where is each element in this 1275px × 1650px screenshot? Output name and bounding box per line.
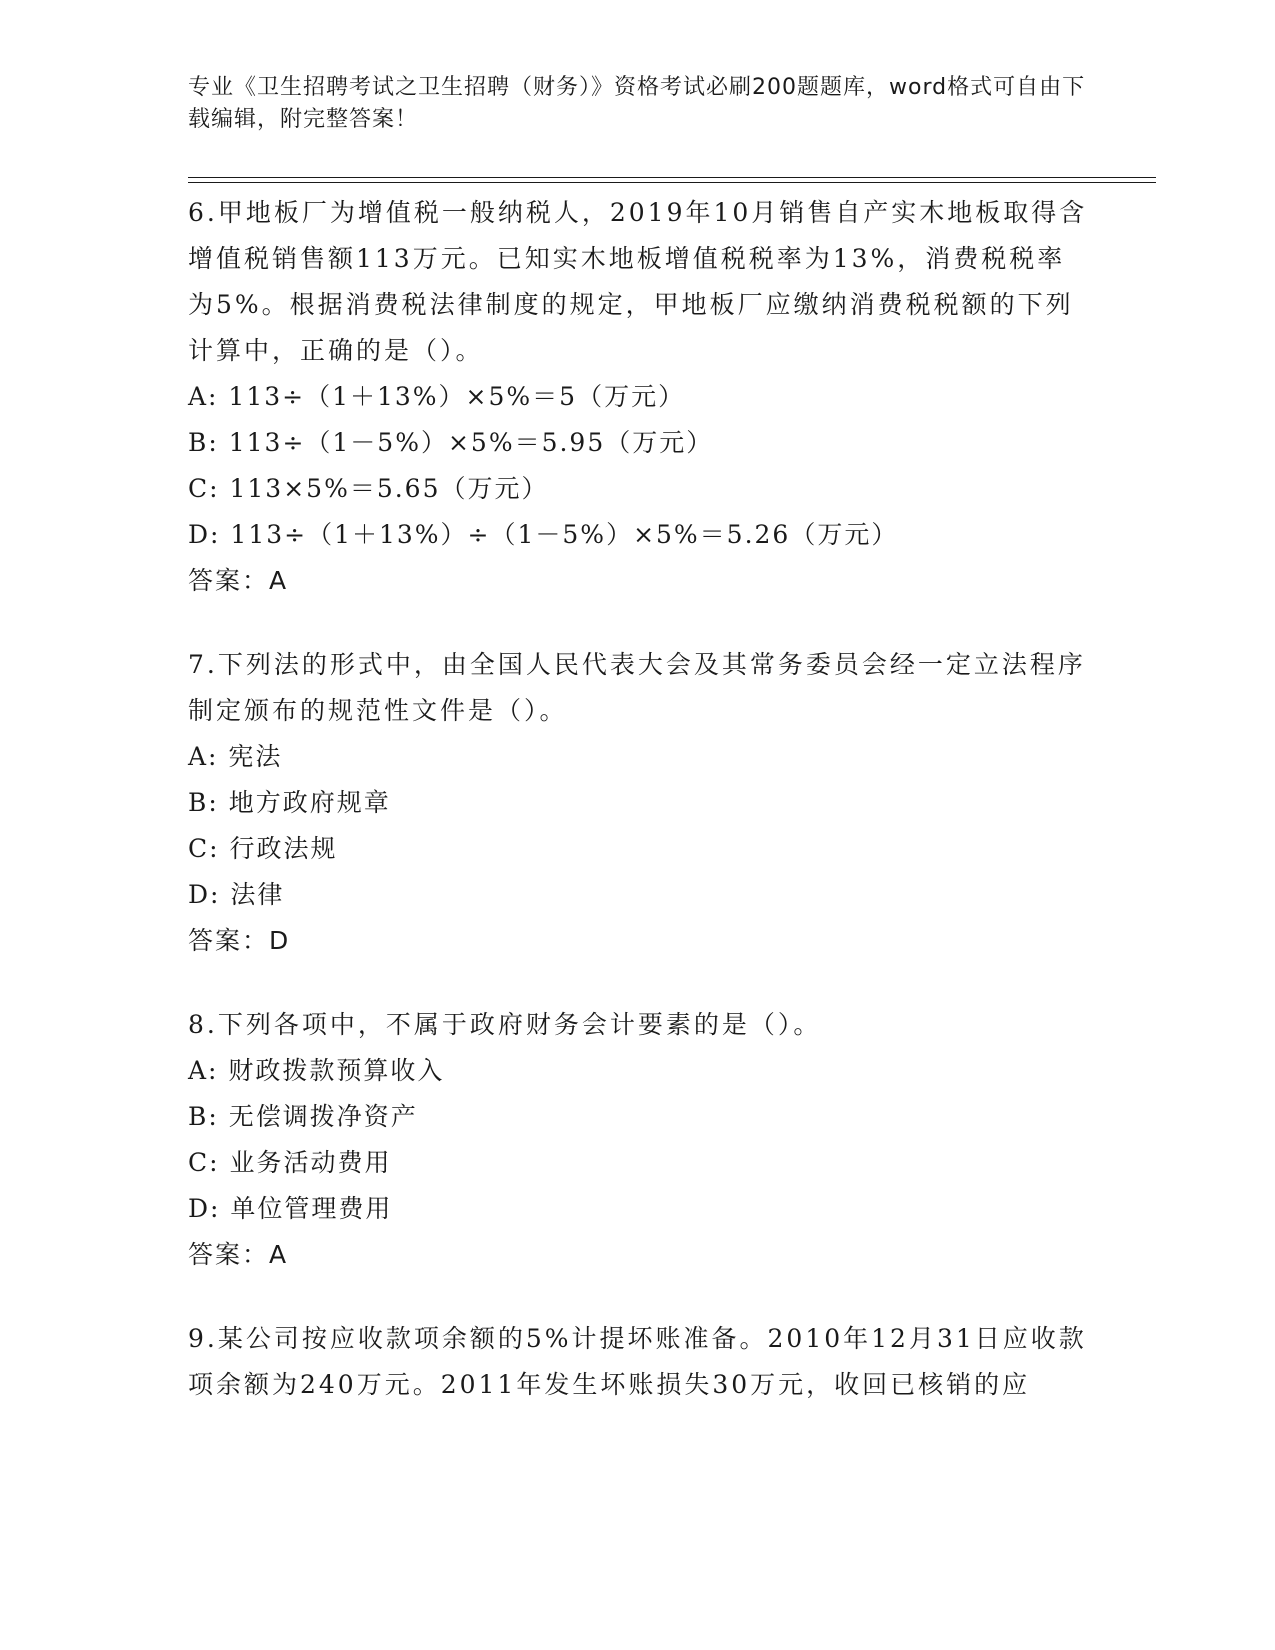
question-8: [188, 1002, 1088, 1278]
option-c: C: 行政法规: [188, 834, 338, 863]
question-list: [188, 190, 1088, 1446]
answer: 答案：D: [188, 926, 291, 955]
option-d: D: 113÷（1＋13%）÷（1－5%）×5%＝5.26（万元）: [188, 520, 899, 549]
question-7: [188, 642, 1088, 964]
answer: 答案：A: [188, 566, 289, 595]
option-c: C: 113×5%＝5.65（万元）: [188, 474, 549, 503]
header-title: 专业《卫生招聘考试之卫生招聘（财务）》资格考试必刷200题题库，word格式可自由下载编辑，附完整答案！: [188, 75, 1086, 132]
question-9: [188, 1316, 1088, 1408]
header-divider-bottom: [188, 182, 1156, 183]
option-b: B: 地方政府规章: [188, 788, 391, 817]
question-stem: 8.下列各项中，不属于政府财务会计要素的是（）。: [188, 1010, 822, 1039]
answer: 答案：A: [188, 1240, 289, 1269]
question-6: [188, 190, 1088, 604]
option-d: D: 法律: [188, 880, 285, 909]
document-header: [188, 72, 1088, 136]
option-c: C: 业务活动费用: [188, 1148, 392, 1177]
question-stem: 7.下列法的形式中，由全国人民代表大会及其常务委员会经一定立法程序制定颁布的规范性文件是（）。: [188, 650, 1086, 725]
question-stem: 9.某公司按应收款项余额的5%计提坏账准备。2010年12月31日应收款项余额为240万元。2011年发生坏账损失30万元，收回已核销的应: [188, 1324, 1087, 1399]
option-b: B: 无偿调拨净资产: [188, 1102, 418, 1131]
option-a: A: 财政拨款预算收入: [188, 1056, 445, 1085]
question-stem: 6.甲地板厂为增值税一般纳税人，2019年10月销售自产实木地板取得含增值税销售额113万元。已知实木地板增值税税率为13%，消费税税率为5%。根据消费税法律制度的规定，甲地板厂应缴纳消费税税额的下列计算中，正确的是（）。: [188, 198, 1088, 365]
option-d: D: 单位管理费用: [188, 1194, 393, 1223]
option-a: A: 宪法: [188, 742, 283, 771]
header-divider-top: [188, 177, 1156, 178]
option-b: B: 113÷（1－5%）×5%＝5.95（万元）: [188, 428, 714, 457]
option-a: A: 113÷（1＋13%）×5%＝5（万元）: [188, 382, 686, 411]
